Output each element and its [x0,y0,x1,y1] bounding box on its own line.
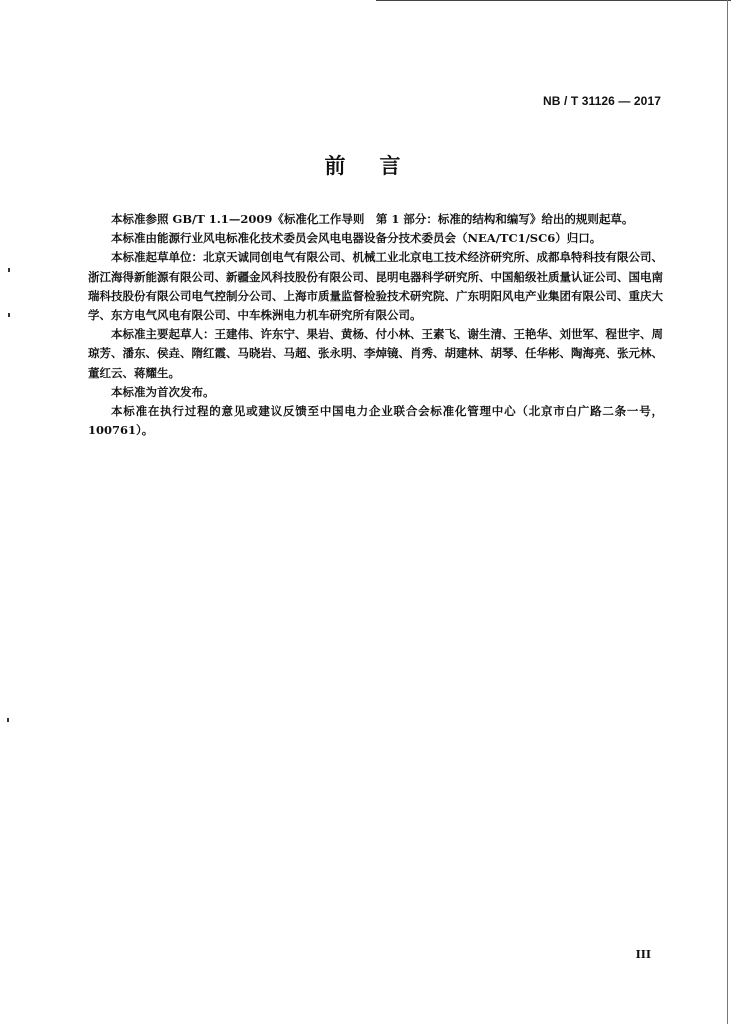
scan-mark [8,313,10,317]
page-title: 前言 [324,153,435,178]
document-code: NB / T 31126 — 2017 [543,94,661,108]
scan-mark [7,718,9,722]
scan-edge-top [376,0,731,1]
scan-mark [8,268,10,272]
paragraph-committee: 本标准由能源行业风电标准化技术委员会风电电器设备分技术委员会（NEA/TC1/SC6）归口。 [111,231,602,246]
paragraph-feedback: 本标准在执行过程的意见或建议反馈至中国电力企业联合会标准化管理中心（北京市白广路二条一号，100761）。 [88,404,663,438]
paragraph-first-release: 本标准为首次发布。 [111,384,215,399]
page-number: III [635,948,651,961]
body-content [88,210,663,440]
paragraph-drafting-rules: 本标准参照 GB/T 1.1—2009《标准化工作导则 第 1 部分：标准的结构和编写》给出的规则起草。 [111,212,634,226]
paragraph-drafters: 本标准主要起草人：王建伟、许东宁、果岩、黄杨、付小林、王素飞、谢生清、王艳华、刘世军、程世宇、周琼芳、潘东、侯垚、隋红霞、马晓岩、马超、张永明、李焯镜、肖秀、胡建林、胡琴、任华彬、陶海亮、张元林、董红云、蒋耀生。 [88,327,663,380]
paragraph-drafting-units: 本标准起草单位：北京天诚同创电气有限公司、机械工业北京电工技术经济研究所、成都阜特科技有限公司、浙江海得新能源有限公司、新疆金风科技股份有限公司、昆明电器科学研究所、中国船级社质量认证公司、国电南瑞科技股份有限公司电气控制分公司、上海市质量监督检验技术研究院、广东明阳风电产业集团有限公司、重庆大学、东方电气风电有限公司、中车株洲电力机车研究所有限公司。 [88,250,663,323]
